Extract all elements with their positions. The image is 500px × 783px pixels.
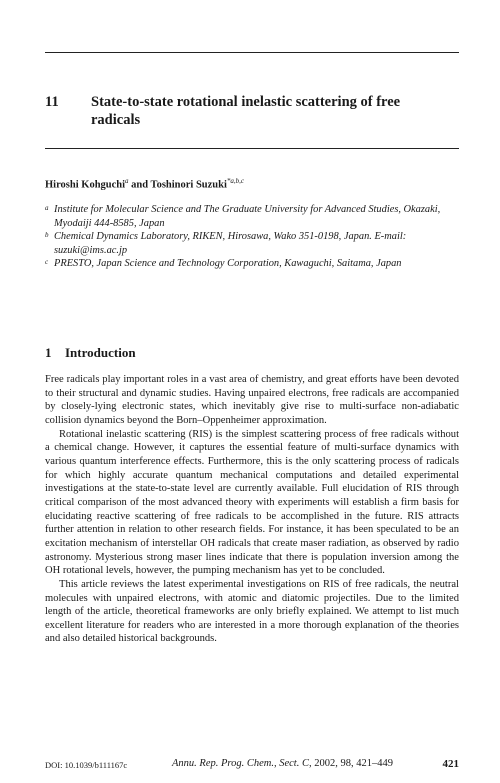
author-connector: and: [128, 179, 151, 191]
affiliation-item: [45, 257, 459, 271]
page-number: 421: [442, 758, 459, 770]
author-affil-mark: *a,b,c: [226, 177, 245, 185]
chapter-title: State-to-state rotational inelastic scattering of free radicals: [91, 94, 401, 128]
paragraph: This article reviews the latest experimental investigations on RIS of free radicals, the neutral molecules with unpaired electrons, with atomic and diatomic projectiles. Due to the limited length of the article, theoretical frameworks are only briefly explained. We attempt to list much excellent literature for readers who are interested in a more thorough explanation of the theories and also detailed historical backgrounds.: [45, 578, 459, 645]
journal-citation: [172, 758, 393, 769]
author-name: Hiroshi Kohguchi: [45, 179, 126, 191]
section-number: 1: [45, 345, 52, 360]
paragraph: Free radicals play important roles in a vast area of chemistry, and great efforts have been devoted to their structural and dynamic studies. Having unpaired electrons, free radicals are accompanied by closely-lying electronic states, which inevitably give rise to multi-surface non-adiabatic collision dynamics beyond the Born–Oppenheimer approximation.: [45, 374, 459, 426]
affiliation-text: PRESTO, Japan Science and Technology Corporation, Kawaguchi, Saitama, Japan: [54, 258, 402, 270]
author-affil-mark: a: [125, 177, 129, 185]
affiliation-text: Institute for Molecular Science and The Graduate University for Advanced Studies, Okazaki, Myodaiji 444-8585, Japan: [54, 204, 441, 229]
paragraph: Rotational inelastic scattering (RIS) is the simplest scattering process of free radicals without a chemical change. However, it captures the essential feature of multi-surface dynamics with various quantum interference effects. Furthermore, this is the only scattering process of radicals for which highly accurate quantum mechanical computations and detailed experimental investigations at the state-to-state level are currently available. Full elucidation of RIS through critical comparison of the most advanced theory with experiments will establish a firm basis for elucidating reactive scattering of free radicals to be accomplished in the future. RIS attracts further attention in relation to other research fields. For instance, it has been speculated to be an excitation mechanism of interstellar OH radicals that create maser radiation, as observed by radio astronomy. Mysterious strong maser lines indicate that there is population inversion among the OH rotational levels, however, the pumping mechanism has yet to be concluded.: [45, 428, 459, 577]
chapter-number: 11: [45, 94, 59, 110]
author-name: Toshinori Suzuki: [150, 179, 227, 191]
affiliation-item: [45, 203, 459, 230]
journal-name: Annu. Rep. Prog. Chem., Sect. C,: [172, 758, 312, 769]
doi-text: DOI: 10.1039/b111167c: [45, 760, 128, 770]
section-title: Introduction: [65, 345, 136, 360]
affiliation-mark: a: [45, 204, 49, 212]
affiliation-mark: b: [45, 231, 49, 240]
title-rule: [45, 148, 459, 149]
body-text: [45, 373, 459, 646]
author-line: [45, 177, 244, 191]
journal-year-volume-pages: 2002, 98, 421–449: [311, 758, 393, 769]
affiliation-mark: c: [45, 258, 49, 267]
affiliation-list: [45, 203, 459, 271]
section-heading: [45, 345, 136, 361]
top-rule: [45, 52, 459, 53]
affiliation-item: [45, 230, 459, 257]
page-footer: [45, 758, 459, 772]
affiliation-text: Chemical Dynamics Laboratory, RIKEN, Hirosawa, Wako 351-0198, Japan. E-mail: suzuki@ims.ac.jp: [54, 231, 407, 256]
